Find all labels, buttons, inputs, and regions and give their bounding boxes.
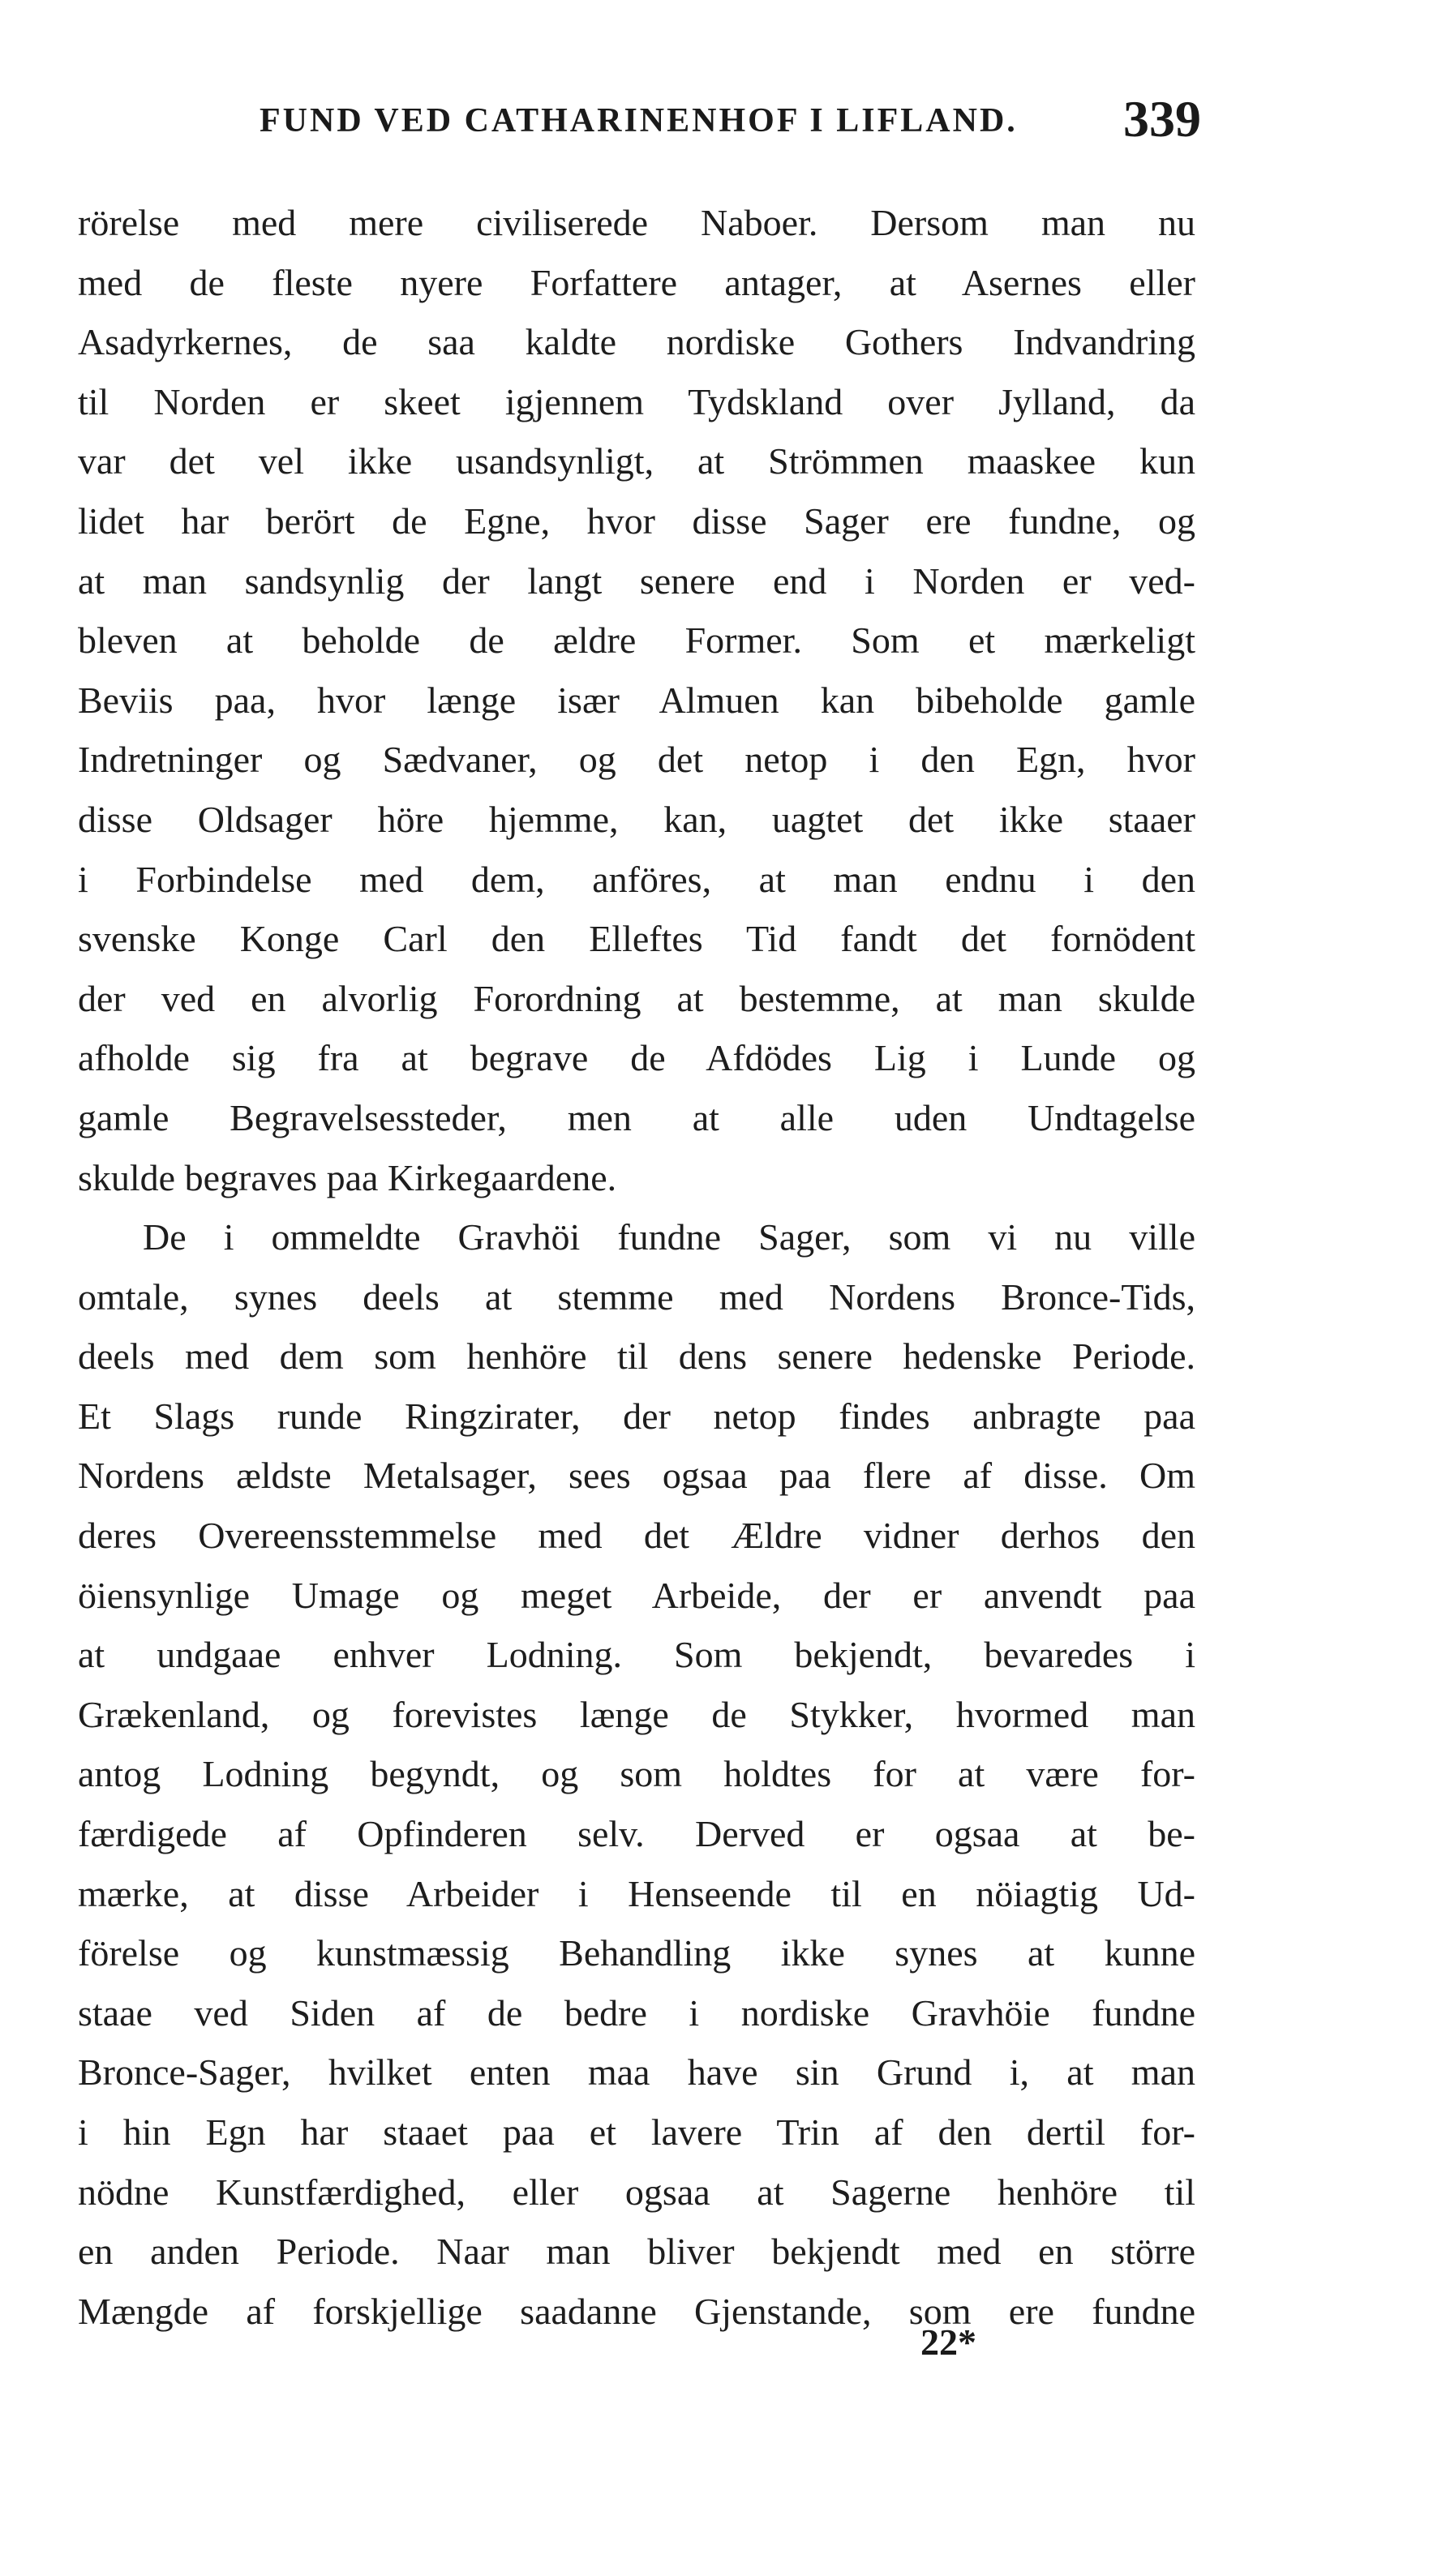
text-line: öiensynlige Umage og meget Arbeide, der er anvendt paa [78,1574,1195,1616]
text-line: var det vel ikke usandsynligt, at Strömmen maaskee kun [78,440,1195,482]
text-line: at undgaae enhver Lodning. Som bekjendt, bevaredes i [78,1634,1195,1676]
text-line: i Forbindelse med dem, anföres, at man endnu i den [78,858,1195,900]
text-line: færdigede af Opfinderen selv. Derved er ogsaa at be- [78,1813,1195,1855]
text-line: deres Overeensstemmelse med det Ældre vidner derhos den [78,1515,1195,1557]
text-line: Nordens ældste Metalsager, sees ogsaa paa flere af disse. Om [78,1455,1195,1497]
text-line: Mængde af forskjellige saadanne Gjenstande, som ere fundne [78,2290,1195,2332]
text-line: med de fleste nyere Forfattere antager, at Asernes eller [78,261,1195,303]
text-line: förelse og kunstmæssig Behandling ikke synes at kunne [78,1932,1195,1974]
text-line: omtale, synes deels at stemme med Nordens Bronce-Tids, [78,1275,1195,1318]
text-line: der ved en alvorlig Forordning at bestemme, at man skulde [78,977,1195,1019]
text-line: mærke, at disse Arbeider i Henseende til en nöiagtig Ud- [78,1872,1195,1914]
text-line: bleven at beholde de ældre Former. Som et mærkeligt [78,619,1195,662]
running-head: FUND VED CATHARINENHOF I LIFLAND. [260,102,1018,139]
text-line: Grækenland, og forevistes længe de Stykker, hvormed man [78,1693,1195,1735]
text-line: disse Oldsager höre hjemme, kan, uagtet det ikke staaer [78,798,1195,840]
text-line: antog Lodning begyndt, og som holdtes for at være for- [78,1753,1195,1795]
page-number: 339 [1123,90,1201,148]
text-line: til Norden er skeet igjennem Tydskland over Jylland, da [78,380,1195,422]
text-line: afholde sig fra at begrave de Afdödes Lig i Lunde og [78,1037,1195,1079]
text-line: en anden Periode. Naar man bliver bekjendt med en större [78,2231,1195,2273]
text-line: nödne Kunstfærdighed, eller ogsaa at Sagerne henhöre til [78,2171,1195,2213]
signature-mark: 22* [920,2321,976,2363]
text-line: Asadyrkernes, de saa kaldte nordiske Gothers Indvandring [78,321,1195,363]
text-line: deels med dem som henhöre til dens senere hedenske Periode. [78,1335,1195,1378]
text-line: Et Slags runde Ringzirater, der netop findes anbragte paa [78,1395,1195,1437]
text-line: gamle Begravelsessteder, men at alle uden Undtagelse [78,1096,1195,1138]
text-line: Bronce-Sager, hvilket enten maa have sin Grund i, at man [78,2051,1195,2094]
text-line: at man sandsynlig der langt senere end i Norden er ved- [78,559,1195,602]
text-line: lidet har berört de Egne, hvor disse Sager ere fundne, og [78,499,1195,542]
text-line: Indretninger og Sædvaner, og det netop i den Egn, hvor [78,739,1195,781]
paragraph-start-line: De i ommeldte Gravhöi fundne Sager, som vi nu ville [143,1216,1195,1258]
text-line: svenske Konge Carl den Elleftes Tid fandt det fornödent [78,918,1195,960]
text-line: i hin Egn har staaet paa et lavere Trin af den dertil for- [78,2111,1195,2153]
paragraph-end-line: skulde begraves paa Kirkegaardene. [78,1156,617,1198]
text-line: staae ved Siden af de bedre i nordiske Gravhöie fundne [78,1991,1195,2034]
text-line: Beviis paa, hvor længe især Almuen kan bibeholde gamle [78,679,1195,721]
body-text [78,193,1195,2341]
text-line: rörelse med mere civiliserede Naboer. Dersom man nu [78,202,1195,243]
